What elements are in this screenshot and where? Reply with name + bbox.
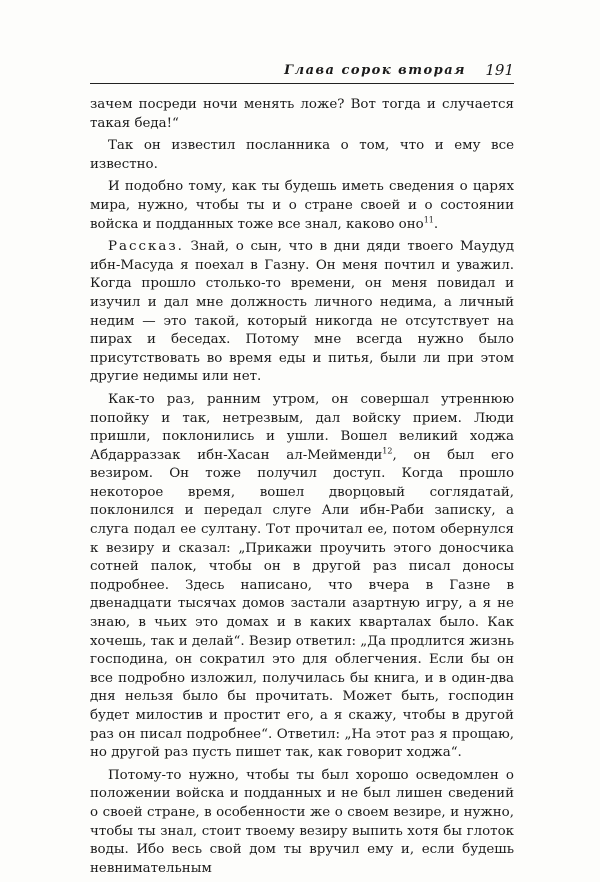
paragraph-text: И подобно тому, как ты будешь иметь сведения о царях мира, нужно, чтобы ты и о стране своей и о состоянии войска и подданных тоже все знал, каково оно bbox=[90, 179, 514, 232]
paragraph-4 bbox=[90, 238, 514, 387]
footnote-ref-12: 12 bbox=[382, 446, 393, 456]
paragraph-text: Потому-то нужно, чтобы ты был хорошо осведомлен о положении войска и подданных и не был лишен сведений о своей стране, в особенности же о своем везире, и нужно, чтобы ты знал, стоит твоему везиру выпить хотя бы глоток воды. Ибо весь свой дом ты вручил ему и, если будешь невнимательным bbox=[90, 767, 514, 876]
paragraph-5 bbox=[90, 391, 514, 763]
page-number: 191 bbox=[485, 61, 514, 79]
paragraph-2 bbox=[90, 137, 514, 174]
footnote-ref-11: 11 bbox=[423, 215, 434, 225]
paragraph-tail: . bbox=[433, 216, 439, 232]
paragraph-tail: , он был его везиром. Он тоже получил доступ. Когда прошло некоторое время, вошел дворцовый соглядатай, поклонился и передал слуге Али ибн-Раби записку, а слуга подал ее султану. Тот прочитал ее, потом обернулся к везиру и сказал: „Прикажи проучить этого доносчика сотней палок, чтобы он в другой раз писал доносы подробнее. Здесь написано, что вчера в Газне в двенадцати тысячах домов застали азартную игру, а я не знаю, в чьих это домах и в каких кварталах было. Как хочешь, так и делай“. Везир ответил: „Да продлится жизнь господина, он сократил это для облегчения. Если бы он все подробно изложил, получилась бы книга, и в один-два дня нельзя было бы прочитать. Может быть, господин будет милостив и простит его, а я скажу, чтобы в другой раз он писал подробнее“. Ответил: „На этот раз я прощаю, но другой раз пусть пишет так, как говорит ходжа“. bbox=[90, 447, 514, 761]
paragraph-text: Так он известил посланника о том, что и ему все известно. bbox=[90, 138, 514, 172]
body-text bbox=[90, 96, 514, 882]
paragraph-6 bbox=[90, 767, 514, 879]
paragraph-text: зачем посреди ночи менять ложе? Вот тогда и случается такая беда!“ bbox=[90, 97, 514, 131]
paragraph-text: Знай, о сын, что в дни дяди твоего Маудуд ибн-Масуда я поехал в Газну. Он меня почтил и уважил. Когда прошло столько-то времени, он меня повидал и изучил и дал мне должность личного недима, а личный недим — это такой, который никогда не отсутствует на пирах и беседах. Потому мне всегда нужно было присутствовать во время еды и питья, были ли при этом другие недимы или нет. bbox=[90, 239, 514, 385]
paragraph-text: Как-то раз, ранним утром, он совершал утреннюю попойку и так, нетрезвым, дал войску прием. Люди пришли, поклонились и ушли. Вошел великий ходжа Абдарраззак ибн-Хасан ал-Мейменди bbox=[90, 391, 514, 463]
paragraph-1 bbox=[90, 96, 514, 133]
chapter-title: Глава сорок вторая bbox=[284, 63, 466, 78]
story-lead: Рассказ. bbox=[108, 239, 184, 255]
running-header bbox=[90, 61, 514, 84]
paragraph-3 bbox=[90, 178, 514, 234]
